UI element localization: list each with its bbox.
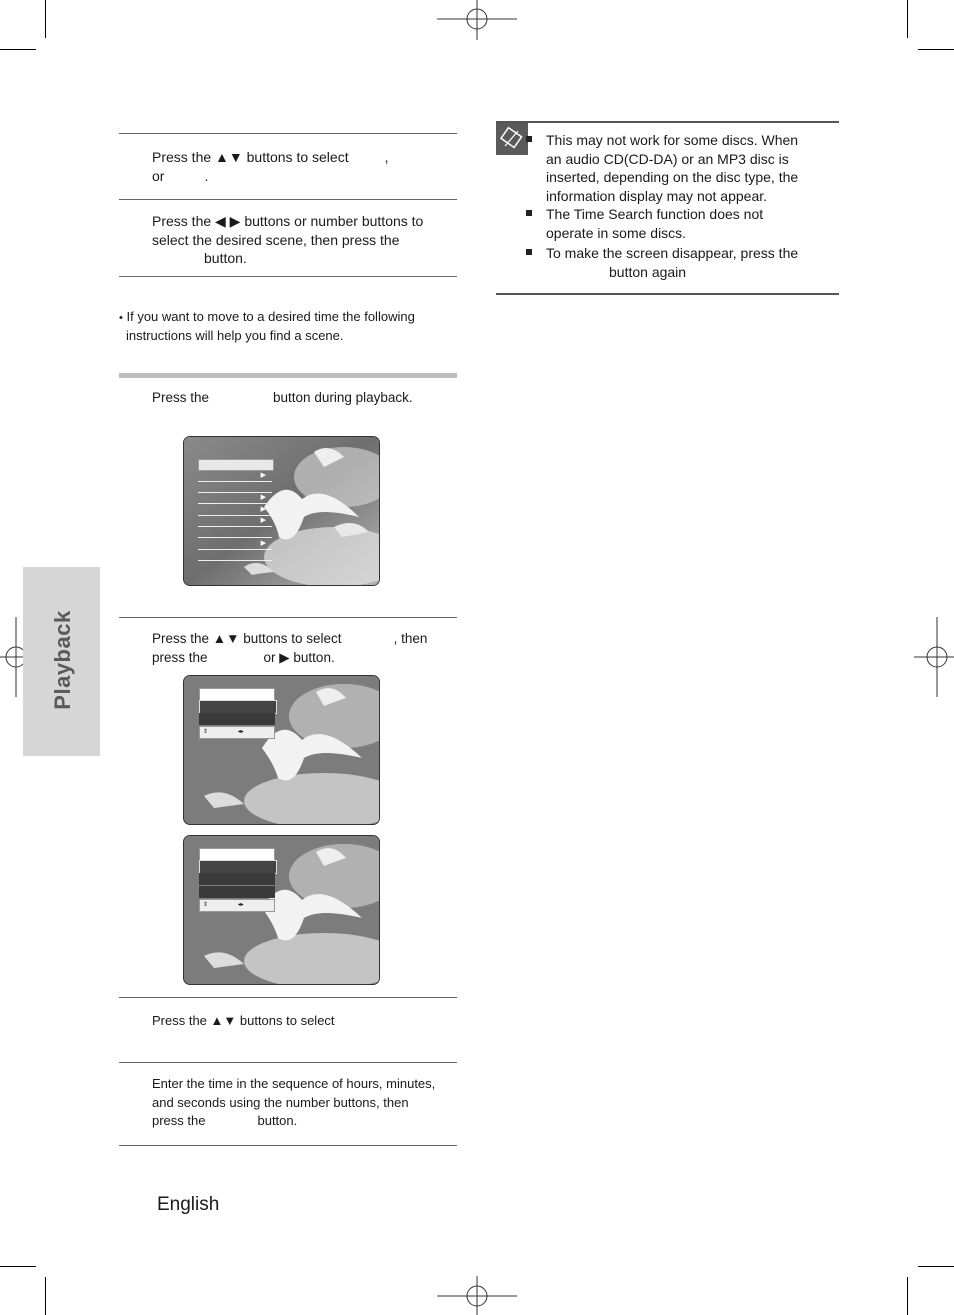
note-item: The Time Search function does not operate in some discs. bbox=[546, 205, 836, 242]
intro-text: • If you want to move to a desired time the following instructions will help you find a scene. bbox=[119, 309, 415, 343]
note-bottom-rule bbox=[496, 293, 839, 295]
note-icon-box bbox=[496, 123, 528, 155]
right-arrow-icon: ▶ bbox=[260, 506, 266, 513]
menu-row bbox=[198, 539, 272, 550]
divider bbox=[119, 199, 457, 200]
divider bbox=[119, 276, 457, 277]
registration-mark-top bbox=[437, 0, 517, 40]
note-item: To make the screen disappear, press the button again bbox=[546, 244, 836, 281]
sidebar-tab bbox=[23, 567, 100, 756]
step-3: Press the ▲▼ buttons to select bbox=[152, 1013, 335, 1028]
menu-row bbox=[198, 527, 272, 538]
menu-row bbox=[198, 516, 272, 527]
up-down-icon: ⇕ bbox=[203, 902, 209, 908]
divider bbox=[119, 997, 457, 998]
menu-row-selected bbox=[198, 459, 274, 471]
up-down-icon: ⇕ bbox=[203, 729, 209, 735]
right-arrow-icon: ▶ bbox=[260, 494, 266, 501]
tv-screenshot-time-menu bbox=[183, 675, 380, 825]
menu-row bbox=[198, 505, 272, 516]
bullet-icon bbox=[526, 249, 532, 255]
footer-language: English bbox=[157, 1194, 220, 1215]
step-4: Enter the time in the sequence of hours, minutes, and seconds using the number buttons, then press the button. bbox=[152, 1076, 436, 1128]
divider bbox=[119, 1062, 457, 1063]
pencil-icon bbox=[496, 123, 528, 155]
registration-mark-right bbox=[914, 617, 954, 697]
menu-row bbox=[198, 482, 272, 493]
step-a: Press the ▲▼ buttons to select , or . bbox=[152, 149, 389, 184]
tv-screenshot-info-menu bbox=[183, 436, 380, 586]
sidebar-tab-label: Playback bbox=[50, 610, 75, 710]
registration-mark-bottom bbox=[437, 1276, 517, 1315]
right-arrow-icon: ▶ bbox=[260, 517, 266, 524]
right-arrow-icon: ▶ bbox=[260, 472, 266, 479]
info-menu bbox=[184, 459, 379, 569]
step-1: Press the button during playback. bbox=[152, 390, 413, 405]
menu-row bbox=[198, 550, 272, 561]
menu-row bbox=[198, 471, 272, 482]
time-entry-menu bbox=[199, 848, 275, 913]
step-2: Press the ▲▼ buttons to select , then press the or ▶ button. bbox=[152, 631, 428, 665]
step-b: Press the ◀ ▶ buttons or number buttons to select the desired scene, then press the button. bbox=[152, 213, 424, 266]
note-top-rule bbox=[496, 121, 839, 123]
bullet-icon bbox=[526, 136, 532, 142]
left-right-icon: ◂▸ bbox=[237, 729, 244, 735]
divider bbox=[119, 617, 457, 618]
left-right-icon: ◂▸ bbox=[237, 902, 244, 908]
right-arrow-icon: ▶ bbox=[260, 540, 266, 547]
divider bbox=[119, 133, 457, 134]
bullet-icon bbox=[526, 210, 532, 216]
time-menu bbox=[199, 688, 275, 740]
tv-screenshot-time-entry bbox=[183, 835, 380, 985]
section-bar bbox=[119, 373, 457, 378]
menu-row bbox=[198, 493, 272, 504]
note-item: This may not work for some discs. When an audio CD(CD-DA) or an MP3 disc is inserted, depending on the disc type, the information display may not appear. bbox=[546, 131, 836, 205]
divider bbox=[119, 1145, 457, 1146]
